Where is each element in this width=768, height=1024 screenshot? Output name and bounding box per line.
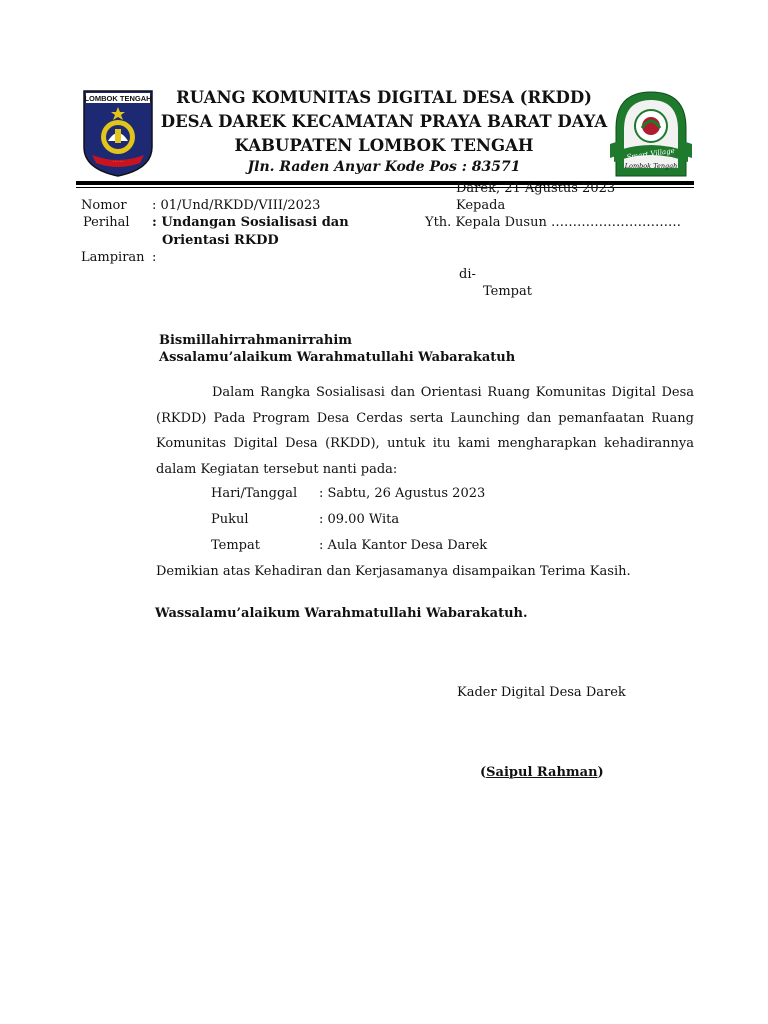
signer-title: Kader Digital Desa Darek <box>457 685 626 700</box>
lampiran-colon: : <box>152 250 157 265</box>
closing-sentence: Demikian atas Kehadiran dan Kerjasamanya disampaikan Terima Kasih. <box>156 564 631 579</box>
perihal-value-line-2: Orientasi RKDD <box>162 233 279 248</box>
left-logo-text: LOMBOK TENGAH <box>84 94 152 103</box>
perihal-value-line-1: : Undangan Sosialisasi dan <box>152 215 349 230</box>
right-logo-text-top: Smart Village <box>626 146 676 162</box>
greeting-salam: Assalamu’alaikum Warahmatullahi Wabarakatuh <box>159 350 516 365</box>
signer-name-block <box>480 765 604 780</box>
perihal-label: Perihal <box>83 215 130 230</box>
recipient-yth: Yth. Kepala Dusun ………………………… <box>425 215 681 230</box>
signer-name: Saipul Rahman <box>486 765 598 780</box>
lampiran-label: Lampiran <box>81 250 145 265</box>
schedule-place-value: : Aula Kantor Desa Darek <box>319 538 488 553</box>
schedule-day-value: : Sabtu, 26 Agustus 2023 <box>319 486 486 501</box>
schedule-place-label: Tempat <box>211 538 260 553</box>
signer-close-paren: ) <box>597 765 604 780</box>
recipient-di: di- <box>459 267 476 282</box>
nomor-value: : 01/Und/RKDD/VIII/2023 <box>152 198 321 213</box>
nomor-label: Nomor <box>81 198 127 213</box>
signer-open-paren: ( <box>480 765 487 780</box>
letterhead-line-1: RUANG KOMUNITAS DIGITAL DESA (RKDD) <box>176 88 592 107</box>
recipient-tempat: Tempat <box>483 284 532 299</box>
letterhead-line-3: KABUPATEN LOMBOK TENGAH <box>234 136 534 155</box>
letterhead-line-2: DESA DAREK KECAMATAN PRAYA BARAT DAYA <box>160 112 608 131</box>
right-logo-text-bottom: Lombok Tengah <box>624 162 678 170</box>
body-paragraph-text: Dalam Rangka Sosialisasi dan Orientasi Ruang Komunitas Digital Desa (RKDD) Pada Program Desa Cerdas serta Launching dan pemanfaatan Ruang Komunitas Digital Desa (RKDD), untuk itu kami mengharapkan kehadirannya dalam Kegiatan tersebut nanti pada: <box>156 385 694 477</box>
body-paragraph <box>156 380 694 482</box>
schedule-time-value: : 09.00 Wita <box>319 512 400 527</box>
greeting-bismillah: Bismillahirrahmanirrahim <box>159 333 353 348</box>
closing-salam: Wassalamu’alaikum Warahmatullahi Wabarakatuh. <box>155 606 528 621</box>
letterhead-address: Jln. Raden Anyar Kode Pos : 83571 <box>247 159 521 175</box>
recipient-kepada: Kepada <box>456 198 506 213</box>
letter-date: Darek, 21 Agustus 2023 <box>456 181 616 196</box>
schedule-time-label: Pukul <box>211 512 249 527</box>
schedule-day-label: Hari/Tanggal <box>211 486 298 501</box>
svg-text:· · · · ·: · · · · · <box>112 159 124 164</box>
